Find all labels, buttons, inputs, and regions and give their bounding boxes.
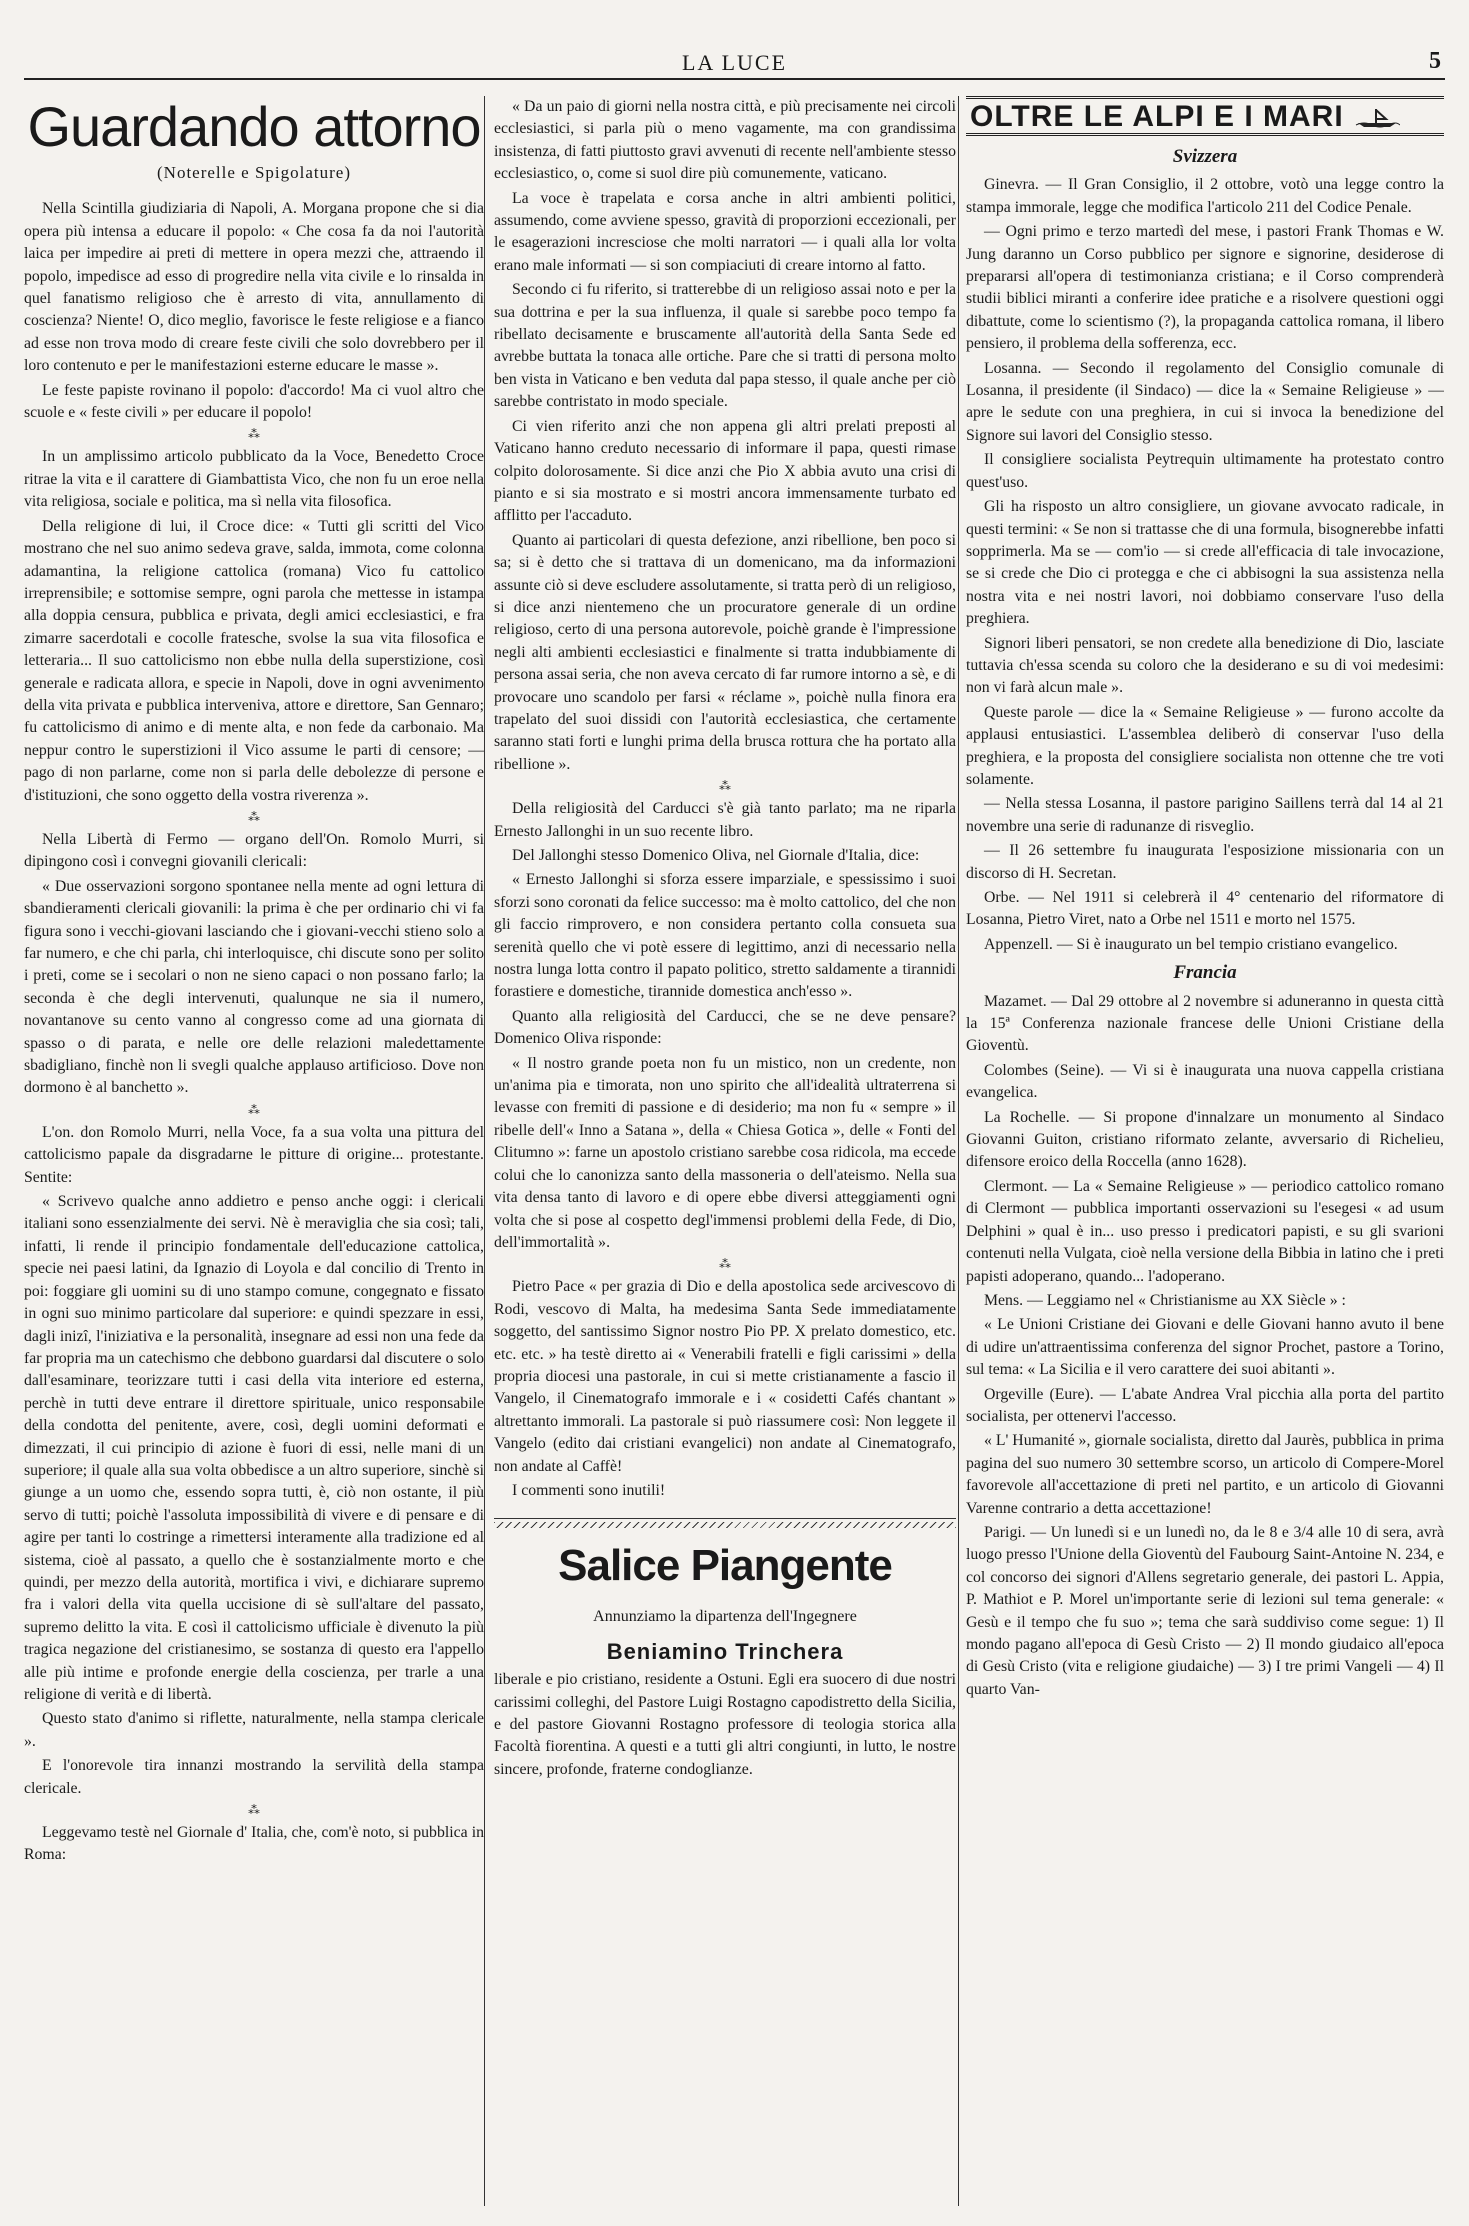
news-item: Queste parole — dice la « Semaine Religieuse » — furono accolte da applausi entusiastici. L'assemblea deliberò di conservar l'uso della preghiera, e la proposta del consigliere socialista non ottenne che tre voti solamente. (966, 703, 1444, 788)
ship-icon (1354, 105, 1400, 129)
news-item: Losanna. — Secondo il regolamento del Consiglio comunale di Losanna, il presidente (il Sindaco) — dice la « Semaine Religieuse » — apre le sedute con una preghiera, in cui si invoca la benedizione del Signore sui lavori del Consiglio stesso. (966, 359, 1444, 444)
newspaper-title: LA LUCE (681, 50, 788, 75)
paragraph: L'on. don Romolo Murri, nella Voce, fa a sua volta una pittura del cattolicismo papale da disgradarne le pitture di origine... protestante. Sentite: (24, 1123, 484, 1186)
paragraph: « Ernesto Jallonghi si sforza essere imparziale, e spessissimo i suoi sforzi sono coronati da felice successo: ma è molto cattolico, del che non gli faccio rimprovero, e non considera pertanto colla consueta sua serenità quello che vi potè essere di legittimo, anzi di necessario nella nostra lunga lotta contro il papato politico, stretto saldamente a tirannidi forastiere e domestiche, tirannide domestica anch'esso ». (494, 871, 956, 1001)
paragraph: La voce è trapelata e corsa anche in altri ambienti politici, assumendo, come avviene spesso, gravità di proporzioni eccezionali, per le esagerazioni incresciose che molti narratori — i quali alla lor volta erano male informati — si son compiaciuti di creare intorno al fatto. (494, 189, 956, 274)
section-title: OLTRE LE ALPI E I MARI (970, 99, 1344, 133)
news-item: Signori liberi pensatori, se non credete alla benedizione di Dio, lasciate tuttavia ch'essa scenda su coloro che la desiderano e su di voi medesimi: non vi farà alcun male ». (966, 634, 1444, 697)
news-item: Colombes (Seine). — Vi si è inaugurata una nuova cappella cristiana evangelica. (966, 1061, 1444, 1102)
notice-text: liberale e pio cristiano, residente a Ostuni. Egli era suocero di due nostri carissimi colleghi, del Pastore Luigi Rostagno capodistretto della Sicilia, e del pastore Giovanni Rostagno professore di teologia storica alla Facoltà fiorentina. A questi e a tutti gli altri congiunti, in lutto, le nostre sincere, profonde, fraterne condoglianze. (494, 1671, 956, 1778)
article-masthead (24, 96, 484, 184)
news-item: — Ogni primo e terzo martedì del mese, i pastori Frank Thomas e W. Jung daranno un Corso pubblico per signore e signorine, desiderose di prepararsi all'opera di testimonianza cristiana; e il Corso comprenderà studii biblici miranti a conferire idee pratiche e a risolvere questioni oggi dibattute, come lo scientismo (?), la propaganda cattolica romana, il libero pensiero, il problema della sofferenza, ecc. (966, 223, 1444, 353)
paragraph: E l'onorevole tira innanzi mostrando la servilità della stampa clericale. (24, 1757, 484, 1797)
paragraph: Della religiosità del Carducci s'è già tanto parlato; ma ne riparla Ernesto Jallonghi in un suo recente libro. (494, 800, 956, 840)
section-stars: ⁂ (719, 1257, 731, 1272)
column-rule (484, 96, 485, 2206)
section-stars: ⁂ (248, 1102, 260, 1117)
country-heading-svizzera: Svizzera (1172, 146, 1238, 167)
column-rule (958, 96, 959, 2206)
section-stars: ⁂ (248, 809, 260, 824)
news-item: — Il 26 settembre fu inaugurata l'esposizione missionaria con un discorso di H. Secretan. (966, 842, 1444, 882)
paragraph: « Da un paio di giorni nella nostra città, e più precisamente nei circoli ecclesiastici, si parla più o meno vagamente, ma con grandissima insistenza, di fatti piuttosto gravi avvenuti di recente nell'ambiente stesso ecclesiastico, o, come si suol dire più comunemente, vaticano. (494, 98, 956, 183)
news-item: Parigi. — Un lunedì si e un lunedì no, da le 8 e 3/4 alle 10 di sera, avrà luogo presso l'Unione della Gioventù del Faubourg Saint-Antoine N. 234, e col concorso dei signori d'Allens segretario generale, dei pastori L. Appia, P. Mathiot e P. Morel un'importante serie di lezioni sul tema generale: « Gesù e il tempo che fu suo »; tema che sarà suddiviso come segue: 1) Il mondo pagano all'epoca di Gesù Cristo — 2) Il mondo giudaico all'epoca di Gesù Cristo (vita e religione giudaiche) — 3) I tre primi Vangeli — 4) Il quarto Van- (966, 1523, 1444, 1698)
news-item: Gli ha risposto un altro consigliere, un giovane avvocato radicale, in questi termini: « Se non si trattasse che di una formula, bisognerebbe infatti sopprimerla. Ma se — com'io — si crede all'efficacia di tale invocazione, se si crede che Dio ci protegga e che ci abbisogni la sua assistenza nella nostra vita e nei nostri lavori, noi dobbiamo conservare l'uso della preghiera. (966, 498, 1444, 628)
notice-title: Salice Piangente (558, 1541, 892, 1591)
article-subtitle: (Noterelle e Spigolature) (157, 163, 351, 182)
paragraph: « Il nostro grande poeta non fu un mistico, non un credente, non un'anima pia e timorata, non uno spirito che all'idealità ultraterrena si levasse con fremiti di passione e di desiderio; ma non fu « sempre » il ribelle dell'« Inno a Satana », della « Chiesa Gotica », delle « Fonti del Clitumno »: farne un apostolo cristiano sarebbe cosa ridicola, ma eccede colui che lo canonizza santo della massoneria o dell'ateismo. Nella sua vita densa tanto di lavoro e di opere ebbe diversi atteggiamenti ogni volta che si pose al cospetto degl'immensi problemi della Fede, di Dio, dell'immortalità ». (494, 1054, 956, 1251)
paragraph: Questo stato d'animo si riflette, naturalmente, nella stampa clericale ». (24, 1710, 484, 1750)
news-item: « L' Humanité », giornale socialista, diretto dal Jaurès, pubblica in prima pagina del suo numero 30 settembre scorso, un articolo di Compere-Morel favorevole all'accettazione di preti nel partito, e un articolo di Giovanni Varenne contrario a detta accettazione! (966, 1432, 1444, 1517)
section-stars: ⁂ (719, 779, 731, 794)
news-item: — Nella stessa Losanna, il pastore parigino Saillens terrà dal 14 al 21 novembre una serie di radunanze di risveglio. (966, 795, 1444, 835)
paragraph: Nella Libertà di Fermo — organo dell'On. Romolo Murri, si dipingono così i convegni giovanili clericali: (24, 830, 484, 871)
news-item: Il consigliere socialista Peytrequin ultimamente ha protestato contro quest'uso. (966, 451, 1444, 491)
news-item: Ginevra. — Il Gran Consiglio, il 2 ottobre, votò una legge contro la stampa immorale, legge che modifica l'articolo 211 del Codice Penale. (966, 176, 1444, 216)
news-item: Appenzell. — Si è inaugurato un bel tempio cristiano evangelico. (984, 935, 1398, 953)
paragraph: Quanto ai particolari di questa defezione, anzi ribellione, ben poco si sa; si è detto che si trattava di un domenicano, ma da informazioni assunte ciò si deve escludere assolutamente, si tratta però di un religioso, si dice anzi nientemeno che un procuratore generale di un ordine religioso, certo di una persona autorevole, poichè grande è l'impressione negli alti ambienti ecclesiastici e finalmente si tratta indubbiamente di persona assai seria, che non aveva cercato di far rumore intorno a sè, e di provocare uno scandolo per farsi « réclame », poichè nulla finora era trapelato del suoi dissidi con l'autorità ecclesiastica, che certamente saranno stati forti e lunghi prima della brusca rottura che ha portato alla ribellione ». (494, 531, 956, 773)
notice-intro: Annunziamo la dipartenza dell'Ingegnere (593, 1608, 857, 1626)
running-head (24, 44, 1445, 80)
paragraph: Pietro Pace « per grazia di Dio e della apostolica sede arcivescovo di Rodi, vescovo di Malta, ha medesima Santa Sede immediatamente soggetto, del santissimo Signor nostro Pio PP. X prelato domestico, etc. etc. etc. » ha testè diretto ai « Venerabili fratelli e figli carissimi » della propria diocesi una pastorale, in cui si mette cristianamente a fascio il Vangelo, il Cinematografo immorale e i « cosidetti Cafés chantant » altrettanto immorali. La pastorale si può riassumere così: Non leggete il Vangelo (edito dai cristiani evangelici) non andate al Cinematografo, non andate al Caffè! (494, 1278, 956, 1475)
column-guardando-attorno (24, 96, 484, 2216)
news-item: « Le Unioni Cristiane dei Giovani e delle Giovani hanno avuto il bene di udire un'attraentissima conferenza del signor Prochet, pastore a Torino, sul tema: « La Sicilia e il vero carattere dei suoi abitanti ». (966, 1316, 1444, 1379)
column-oltre-le-alpi (966, 96, 1444, 2216)
notice-name: Beniamino Trinchera (606, 1638, 844, 1664)
news-item: Mazamet. — Dal 29 ottobre al 2 novembre si aduneranno in questa città la 15ª Conferenza nazionale francese delle Unioni Cristiane della Gioventù. (966, 992, 1444, 1055)
paragraph: « Due osservazioni sorgono spontanee nella mente ad ogni lettura di sbandieramenti clericali giovanili: la prima è che per ordinario chi vi fa figura sono i vecchi-giovani lasciando che i giovani-vecchi stieno solo a far numero, e che chi parla, chi interloquisce, chi discute sono per solito i preti, come se i secolari o non ne sieno capaci o non possano farlo; la seconda è che degli intervenuti, qualunque ne sia il numero, novantanove su cento vanno al congresso come ad una giornata di spasso o di parata, e nelle ore delle relazioni maledettamente sbadigliano, finchè non li svegli qualche applauso artificioso. Dove non dormono è al banchetto ». (24, 877, 484, 1097)
news-item: Clermont. — La « Semaine Religieuse » — periodico cattolico romano di Clermont — pubblica importanti osservazioni su l'esegesi « ad usum Delphini » qual è in... uso presso i predicatori papisti, e su gli svarioni contenuti nella Vulgata, cioè nella versione della Bibbia in latino che i preti papisti adoperano, quando... l'adoperano. (966, 1177, 1444, 1285)
paragraph: Ci vien riferito anzi che non appena gli altri prelati preposti al Vaticano hanno creduto necessario di informare il papa, questi rimase colpito dolorosamente. Si dice anzi che Pio X abbia avuto una crisi di pianto e si sia mostrato e si mostri ancora immensamente turbato ed afflitto per l'accaduto. (494, 417, 956, 525)
paragraph: Secondo ci fu riferito, si tratterebbe di un religioso assai noto e per la sua dottrina e per la sua influenza, il quale si sarebbe poco tempo fa ribellato decisamente e bruscamente all'autorità della Santa Sede ed avrebbe buttata la tonaca alle ortiche. Pare che si tratti di persona molto ben vista in Vaticano e ben veduta dal papa stesso, il quale anche per ciò sarebbe contristato in modo speciale. (494, 281, 956, 411)
article-title: Guardando attorno (27, 96, 481, 158)
paragraph: Leggevamo testè nel Giornale d' Italia, che, com'è noto, si pubblica in Roma: (24, 1824, 484, 1864)
country-heading-francia: Francia (1173, 962, 1237, 984)
section-stars: ⁂ (248, 427, 260, 442)
section-stars: ⁂ (248, 1803, 260, 1818)
news-item: Mens. — Leggiamo nel « Christianisme au XX Siècle » : (984, 1291, 1346, 1309)
paragraph: Del Jallonghi stesso Domenico Oliva, nel Giornale d'Italia, dice: (512, 847, 920, 864)
section-header (966, 96, 1444, 136)
column-middle (494, 96, 956, 2216)
paragraph: I commenti sono inutili! (512, 1481, 666, 1499)
page-number: 5 (1429, 48, 1441, 74)
news-item: Orgeville (Eure). — L'abate Andrea Vral picchia alla porta del partito socialista, per ottenervi l'accesso. (966, 1385, 1444, 1425)
news-item: La Rochelle. — Si propone d'innalzare un monumento al Sindaco Giovanni Guiton, cristiano riformato zelante, avversario di Richelieu, difensore eroico della Roccella (anno 1628). (966, 1108, 1444, 1171)
paragraph: In un amplissimo articolo pubblicato da la Voce, Benedetto Croce ritrae la vita e il carattere di Giambattista Vico, che non fu un eroe nella vita religiosa, sociale e politica, ma sì nella vita filosofica. (24, 448, 484, 511)
news-item: Orbe. — Nel 1911 si celebrerà il 4° centenario del riformatore di Losanna, Pietro Viret, nato a Orbe nel 1511 e morto nel 1575. (966, 889, 1444, 929)
paragraph: Nella Scintilla giudiziaria di Napoli, A. Morgana propone che si dia opera più intensa a educare il popolo: « Che cosa fa da noi l'autorità laica per impedire ai preti di mettere in opera mezzi che, attraendo il popolo, impedisce ad esso di progredire nella vita civile e lo rinsalda in quel fanatismo religioso che è arresto di vita, annullamento di coscienza? Niente! O, dico meglio, favorisce le feste religiose e a fianco ad esse non trova modo di creare feste civili che solo dovrebbero per il loro contenuto e per le manifestazioni esterne educare le masse ». (24, 200, 484, 375)
ornamental-divider (494, 1518, 956, 1528)
paragraph: « Scrivevo qualche anno addietro e penso anche oggi: i clericali italiani sono essenzialmente dei servi. Nè è meraviglia che sia così; tali, infatti, li rende il principio fondamentale dell'educazione cattolica, specie nei paesi latini, da Ignazio di Loyola e dal concilio di Trento in poi: foggiare gli uomini su di uno stampo comune, congegnato e fissato in ogni suo minimo particolare dal superiore: e quindi spezzare in essi, dagli inizî, l'iniziativa e la personalità, insegnare ad essi non una fede da far propria ma un catechismo che debbono guardarsi dal discutere o solo dall'esaminare, teorizzare tutti i casi della vita interiore ed esterna, perchè in tutti deve entrare il direttore spirituale, unico responsabile della condotta del penitente, avere, così, degli uomini deformati e dimezzati, il cui principio di azione è fuori di essi, nelle mani di un superiore; il quale alla sua volta obbedisce a un altro superiore, sinchè si giunge a un uomo che, essendo sopra tutti, è, ciò non ostante, il più servo di tutti; poichè l'assoluta impossibilità di vivere e di pensare e di agire per tanti lo costringe a rimettersi interamente alla tradizione ed al sistema, cioè al passato, a quello che è sostanzialmente morto e che quindi, per mezzo della autorità, mortifica i vivi, e dichiarare supremo fra i valori della vita quella uccisione di sè sull'altare del passato, supremo delitto la vita. E così il cattolicismo ufficiale è divenuto la più tragica negazione del cristianesimo, se sostanza di questo era l'appello alle più intime e profonde energie della coscienza, per trarle a una religione di verità e di libertà. (24, 1193, 484, 1703)
paragraph: Della religione di lui, il Croce dice: « Tutti gli scritti del Vico mostrano che nel suo animo sedeva grave, salda, immota, come colonna adamantina, la religione cattolica (romana) Vico fu cattolico irreprensibile; e sottomise sempre, ogni parola che mettesse in istampa alla doppia censura, pubblica e privata, degli amici ecclesiastici, e fra zimarre sacerdotali e cocolle fratesche, svolse la sua vita filosofica e letteraria... Il suo cattolicismo non ebbe nulla della superstizione, così generale e radicata allora, e specie in Napoli, dove in ogni avvenimento della vita privata e pubblica interveniva, attore e direttore, San Gennaro; fu cattolicismo di animo e di mente alta, e non fede da carbonaio. Ma neppur contro le superstizioni il Vico assume le parti di censore; — pago di non parlarne, come non si parla delle debolezze di persone e d'istituzioni, che sono oggetto della vostra riverenza ». (24, 517, 484, 804)
paragraph: Quanto alla religiosità del Carducci, che se ne deve pensare? Domenico Oliva risponde: (494, 1007, 956, 1048)
paragraph: Le feste papiste rovinano il popolo: d'accordo! Ma ci vuol altro che scuole e « feste civili » per educare il popolo! (24, 381, 484, 422)
